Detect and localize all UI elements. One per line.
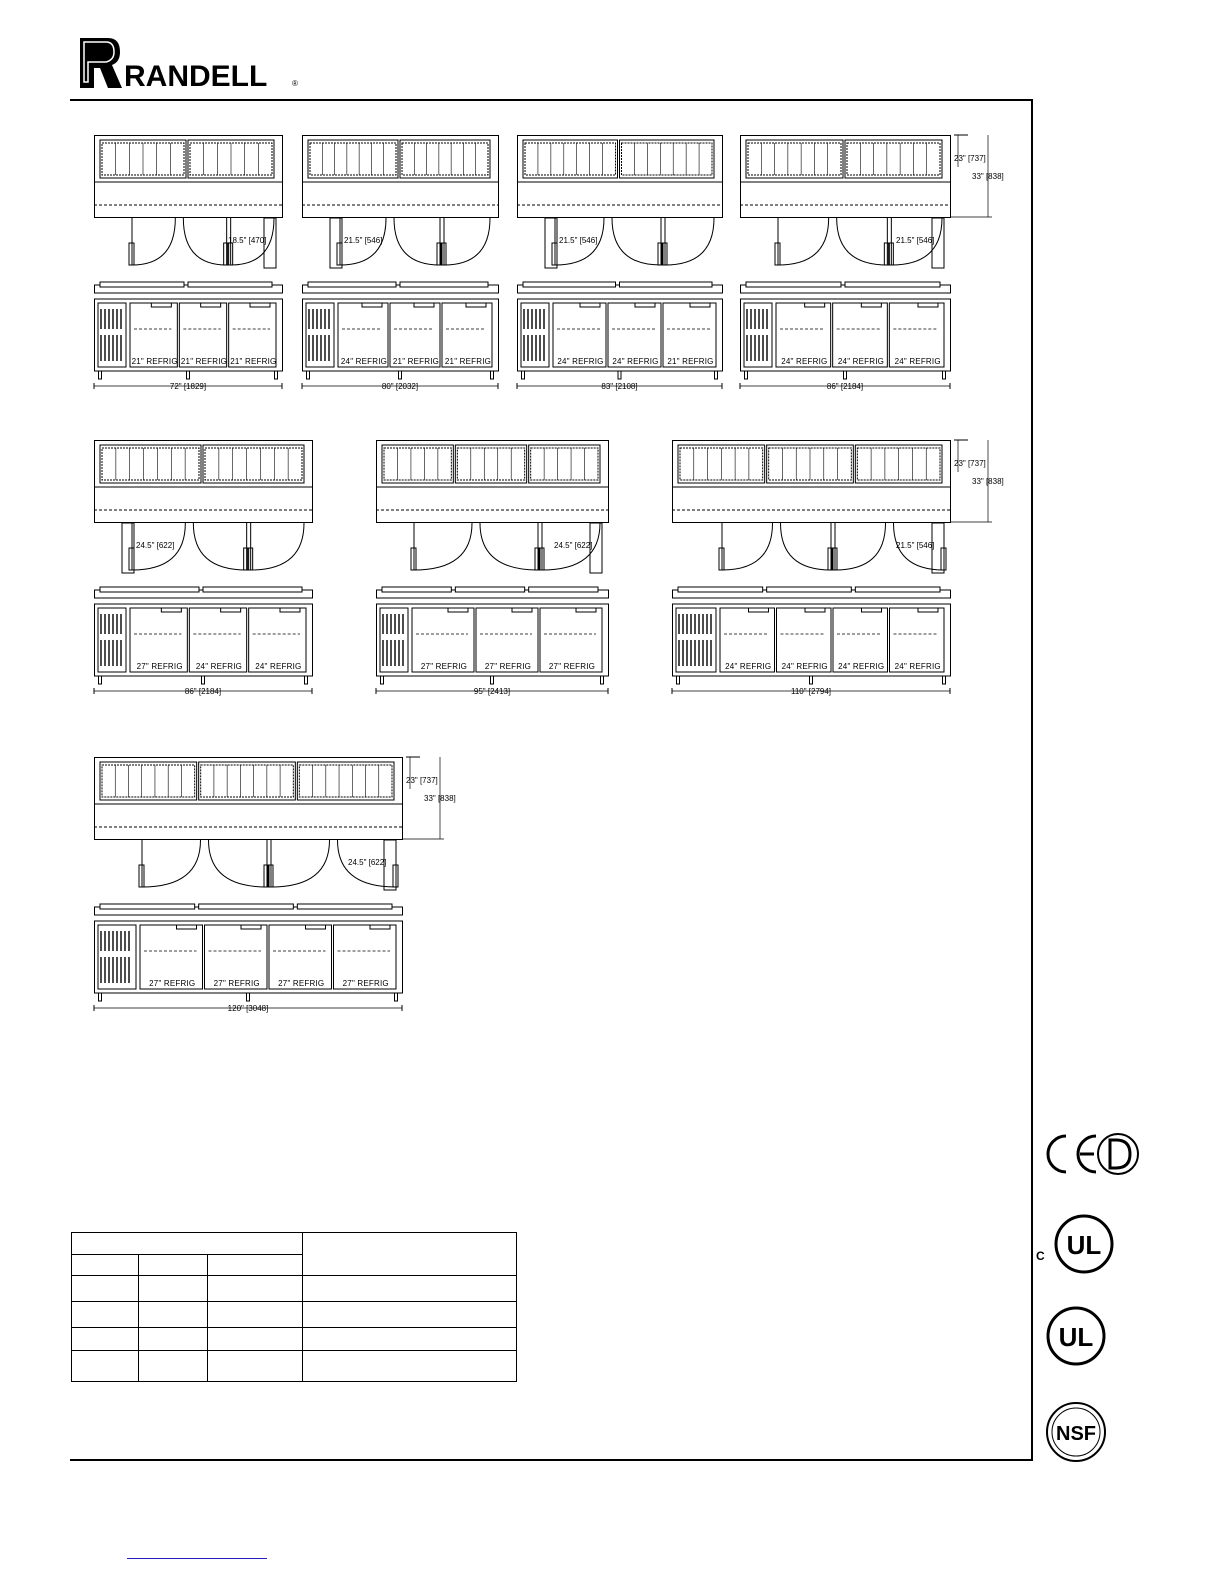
door-label: 24" REFRIG [255,662,302,671]
pan-well [308,140,398,178]
door-swing [142,840,201,887]
door-label: 21" REFRIG [444,357,492,366]
door-swing [271,840,330,887]
brand-name: RANDELL [124,60,268,93]
spec-table [71,1232,517,1382]
door-swing [183,218,226,265]
door-label: 27" REFRIG [136,662,183,671]
pan-well [199,762,296,800]
door-swing [665,218,714,265]
door-swing [612,218,661,265]
unit-drawing-svg [94,757,462,1032]
door-label: 24" REFRIG [838,662,885,671]
table-cell [72,1350,139,1381]
ce-mark-icon [1036,1128,1140,1185]
door-label: 27" REFRIG [213,979,260,988]
cert-cul-text: UL [1066,1230,1102,1260]
door-swing [835,523,886,570]
pan-well [400,140,490,178]
depth-dimension: 24.5" [622] [136,541,175,550]
door-label: 21" REFRIG [667,357,714,366]
table-cell [208,1276,303,1302]
table-cell [72,1255,139,1276]
table-cell [303,1350,517,1381]
unit-drawing [94,757,462,1037]
door-label: 27" REFRIG [342,979,389,988]
depth-dimension: 21.5" [546] [896,236,935,245]
nsf-mark-icon [1044,1400,1108,1469]
table-cell [303,1302,517,1327]
door-swing [778,218,829,265]
table-cell [303,1327,517,1350]
door-swing [722,523,773,570]
unit-drawing-svg [94,440,372,715]
door-label: 24" REFRIG [340,357,388,366]
height-glass-dimension: 23" [737] [954,459,986,468]
door-label: 24" REFRIG [725,662,772,671]
depth-dimension: 24.5" [622] [348,858,387,867]
depth-dimension: 24.5" [622] [554,541,593,550]
height-total-dimension: 33" [838] [972,172,1004,181]
door-swing [193,523,246,570]
door-swing [394,218,440,265]
door-label: 27" REFRIG [420,662,468,671]
door-label: 24" REFRIG [894,357,941,366]
door-label: 21" REFRIG [230,357,277,366]
door-label: 27" REFRIG [278,979,325,988]
table-header-cell [303,1233,517,1276]
door-swing [251,523,304,570]
width-dimension: 80" [2032] [381,382,419,391]
door-swing [444,218,490,265]
width-dimension: 83" [2108] [601,382,638,391]
pan-well [455,445,526,483]
table-cell [139,1255,208,1276]
pan-well [529,445,600,483]
pan-well [523,140,618,178]
table-cell [208,1302,303,1327]
unit-drawing [672,440,1010,720]
table-cell [208,1327,303,1350]
cul-mark-icon [1036,1212,1116,1281]
randell-logo [74,36,314,96]
pan-well [746,140,843,178]
pan-well [382,445,453,483]
door-label: 24" REFRIG [557,357,604,366]
unit-drawing-svg [672,440,1010,715]
width-dimension: 95" [2413] [473,687,511,696]
door-label: 24" REFRIG [781,357,828,366]
width-dimension: 72" [1829] [169,382,207,391]
height-glass-dimension: 23" [737] [406,776,438,785]
door-swing [132,218,175,265]
door-swing [837,218,888,265]
cert-c-text: C [1036,1249,1045,1263]
table-cell [208,1255,303,1276]
height-total-dimension: 33" [838] [972,477,1004,486]
door-label: 24" REFRIG [894,662,941,671]
footer-link-underline[interactable] [127,1558,267,1559]
door-label: 27" REFRIG [149,979,196,988]
unit-drawing [376,440,668,720]
width-dimension: 120" [3048] [227,1004,269,1013]
height-total-dimension: 33" [838] [424,794,456,803]
pan-well [100,445,201,483]
registered-mark: ® [292,79,298,88]
pan-well [845,140,942,178]
door-swing [781,523,832,570]
table-cell [72,1327,139,1350]
unit-drawing-svg [376,440,668,715]
width-dimension: 86" [2184] [826,382,864,391]
table-cell [208,1350,303,1381]
door-label: 24" REFRIG [837,357,885,366]
table-cell [72,1302,139,1327]
door-label: 21" REFRIG [131,357,178,366]
depth-dimension: 18.5" [470] [228,236,267,245]
door-label: 27" REFRIG [484,662,532,671]
door-label: 24" REFRIG [612,357,659,366]
depth-dimension: 21.5" [546] [344,236,383,245]
unit-drawing [740,135,1010,415]
table-cell [139,1302,208,1327]
table-cell [139,1350,208,1381]
depth-dimension: 21.5" [546] [896,541,935,550]
width-dimension: 86" [2184] [184,687,222,696]
pan-well [203,445,304,483]
height-glass-dimension: 23" [737] [954,154,986,163]
table-cell [139,1276,208,1302]
door-swing [480,523,538,570]
pan-well [297,762,394,800]
table-cell [72,1276,139,1302]
pan-well [620,140,715,178]
table-cell [303,1276,517,1302]
pan-well [100,762,197,800]
door-label: 24" REFRIG [781,662,828,671]
door-label: 24" REFRIG [195,662,243,671]
door-label: 21" REFRIG [392,357,440,366]
cert-nsf-text: NSF [1056,1423,1096,1445]
door-swing [414,523,472,570]
door-swing [209,840,268,887]
door-label: 27" REFRIG [548,662,596,671]
width-dimension: 110" [2794] [790,687,832,696]
unit-drawing [94,440,372,720]
table-cell [139,1327,208,1350]
cert-ul-text: UL [1058,1322,1094,1352]
ul-mark-icon [1044,1304,1108,1373]
door-label: 21" REFRIG [180,357,228,366]
unit-drawing-svg [740,135,1010,410]
table-header-cell [72,1233,303,1255]
depth-dimension: 21.5" [546] [559,236,598,245]
